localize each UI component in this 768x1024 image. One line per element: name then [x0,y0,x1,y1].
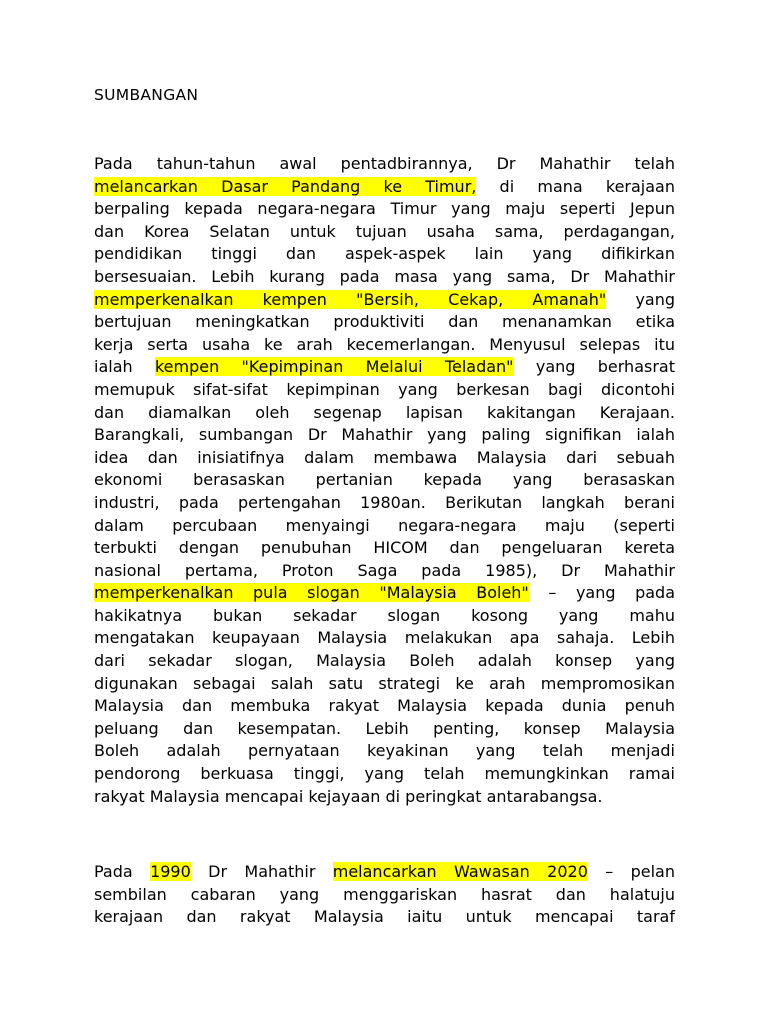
text-segment: terbukti dengan penubuhan HICOM dan pengeluaran kereta [94,538,675,558]
text-line [94,289,675,312]
text-segment: pendorong berkuasa tinggi, yang telah memungkinkan ramai [94,764,675,784]
text-segment: Dr Mahathir [190,862,333,881]
text-segment: Pada tahun-tahun awal pentadbirannya, Dr Mahathir telah [94,154,675,173]
text-segment: dari sekadar slogan, Malaysia Boleh adalah konsep yang [94,651,675,671]
text-segment: dan Korea Selatan untuk tujuan usaha sama, perdagangan, [94,221,675,241]
text-line [94,740,675,763]
text-segment: hakikatnya bukan sekadar slogan kosong yang mahu [94,605,675,625]
highlighted-text: 1990 [150,862,191,881]
text-line [94,469,675,492]
text-line [94,515,675,538]
text-segment: kerajaan dan rakyat Malaysia iaitu untuk mencapai taraf [94,907,675,927]
text-line [94,492,675,515]
text-line [94,356,675,379]
text-line [94,627,675,650]
text-line [94,650,675,673]
text-segment: yang [606,289,676,309]
text-segment: industri, pada pertengahan 1980an. Berikutan langkah berani [94,492,675,512]
text-line [94,221,675,244]
text-line [94,153,675,176]
text-line [94,243,675,266]
text-line [94,447,675,470]
highlighted-text: memperkenalkan pula slogan "Malaysia Boleh" [94,583,529,603]
text-segment: idea dan inisiatifnya dalam membawa Malaysia dari sebuah [94,447,675,467]
highlighted-text: memperkenalkan kempen "Bersih, Cekap, Amanah" [94,289,607,309]
text-line [94,582,675,605]
text-segment: – yang pada [528,583,676,603]
section-heading: SUMBANGAN [94,86,199,104]
text-segment: pendidikan tinggi dan aspek-aspek lain yang difikirkan [94,244,675,264]
text-line [94,334,675,357]
text-segment: ialah [94,357,155,377]
text-line [94,424,675,447]
text-segment: Pada [94,862,151,881]
text-line [94,673,675,696]
text-line [94,763,675,786]
text-segment: rakyat Malaysia mencapai kejayaan di peringkat antarabangsa. [94,786,603,806]
text-segment: peluang dan kesempatan. Lebih penting, konsep Malaysia [94,718,675,738]
paragraph-1 [94,153,675,808]
text-line [94,906,675,929]
text-segment: nasional pertama, Proton Saga pada 1985), Dr Mahathir [94,560,675,580]
text-segment: – pelan [587,862,675,881]
text-segment: bersesuaian. Lebih kurang pada masa yang sama, Dr Mahathir [94,266,675,286]
text-line [94,537,675,560]
highlighted-text: melancarkan Wawasan 2020 [332,862,588,881]
text-line [94,718,675,741]
text-line [94,311,675,334]
text-segment: dan diamalkan oleh segenap lapisan kakitangan Kerajaan. [94,402,675,422]
text-line [94,861,675,884]
text-line [94,605,675,628]
text-line [94,402,675,425]
text-segment: ekonomi berasaskan pertanian kepada yang berasaskan [94,470,675,490]
text-segment: yang berhasrat [513,357,675,377]
text-segment: Boleh adalah pernyataan keyakinan yang telah menjadi [94,741,675,761]
text-segment: berpaling kepada negara-negara Timur yang maju seperti Jepun [94,199,675,219]
text-line [94,560,675,583]
text-line [94,198,675,221]
text-line [94,695,675,718]
text-segment: dalam percubaan menyaingi negara-negara maju (seperti [94,515,675,535]
text-line [94,176,675,199]
text-line [94,266,675,289]
text-segment: kerja serta usaha ke arah kecemerlangan. Menyusul selepas itu [94,334,675,354]
text-line [94,884,675,907]
text-line [94,786,675,809]
highlighted-text: kempen "Kepimpinan Melalui Teladan" [154,357,514,377]
text-segment: Malaysia dan membuka rakyat Malaysia kepada dunia penuh [94,696,675,716]
text-segment: mengatakan keupayaan Malaysia melakukan apa sahaja. Lebih [94,628,675,648]
text-segment: sembilan cabaran yang menggariskan hasrat dan halatuju [94,884,675,904]
paragraph-2 [94,861,675,929]
highlighted-text: melancarkan Dasar Pandang ke Timur, [94,176,477,196]
text-segment: memupuk sifat-sifat kepimpinan yang berkesan bagi dicontohi [94,379,675,399]
text-segment: bertujuan meningkatkan produktiviti dan menanamkan etika [94,312,675,332]
text-segment: Barangkali, sumbangan Dr Mahathir yang paling signifikan ialah [94,425,675,445]
text-segment: di mana kerajaan [476,176,676,196]
text-line [94,379,675,402]
text-segment: digunakan sebagai salah satu strategi ke arah mempromosikan [94,673,675,693]
